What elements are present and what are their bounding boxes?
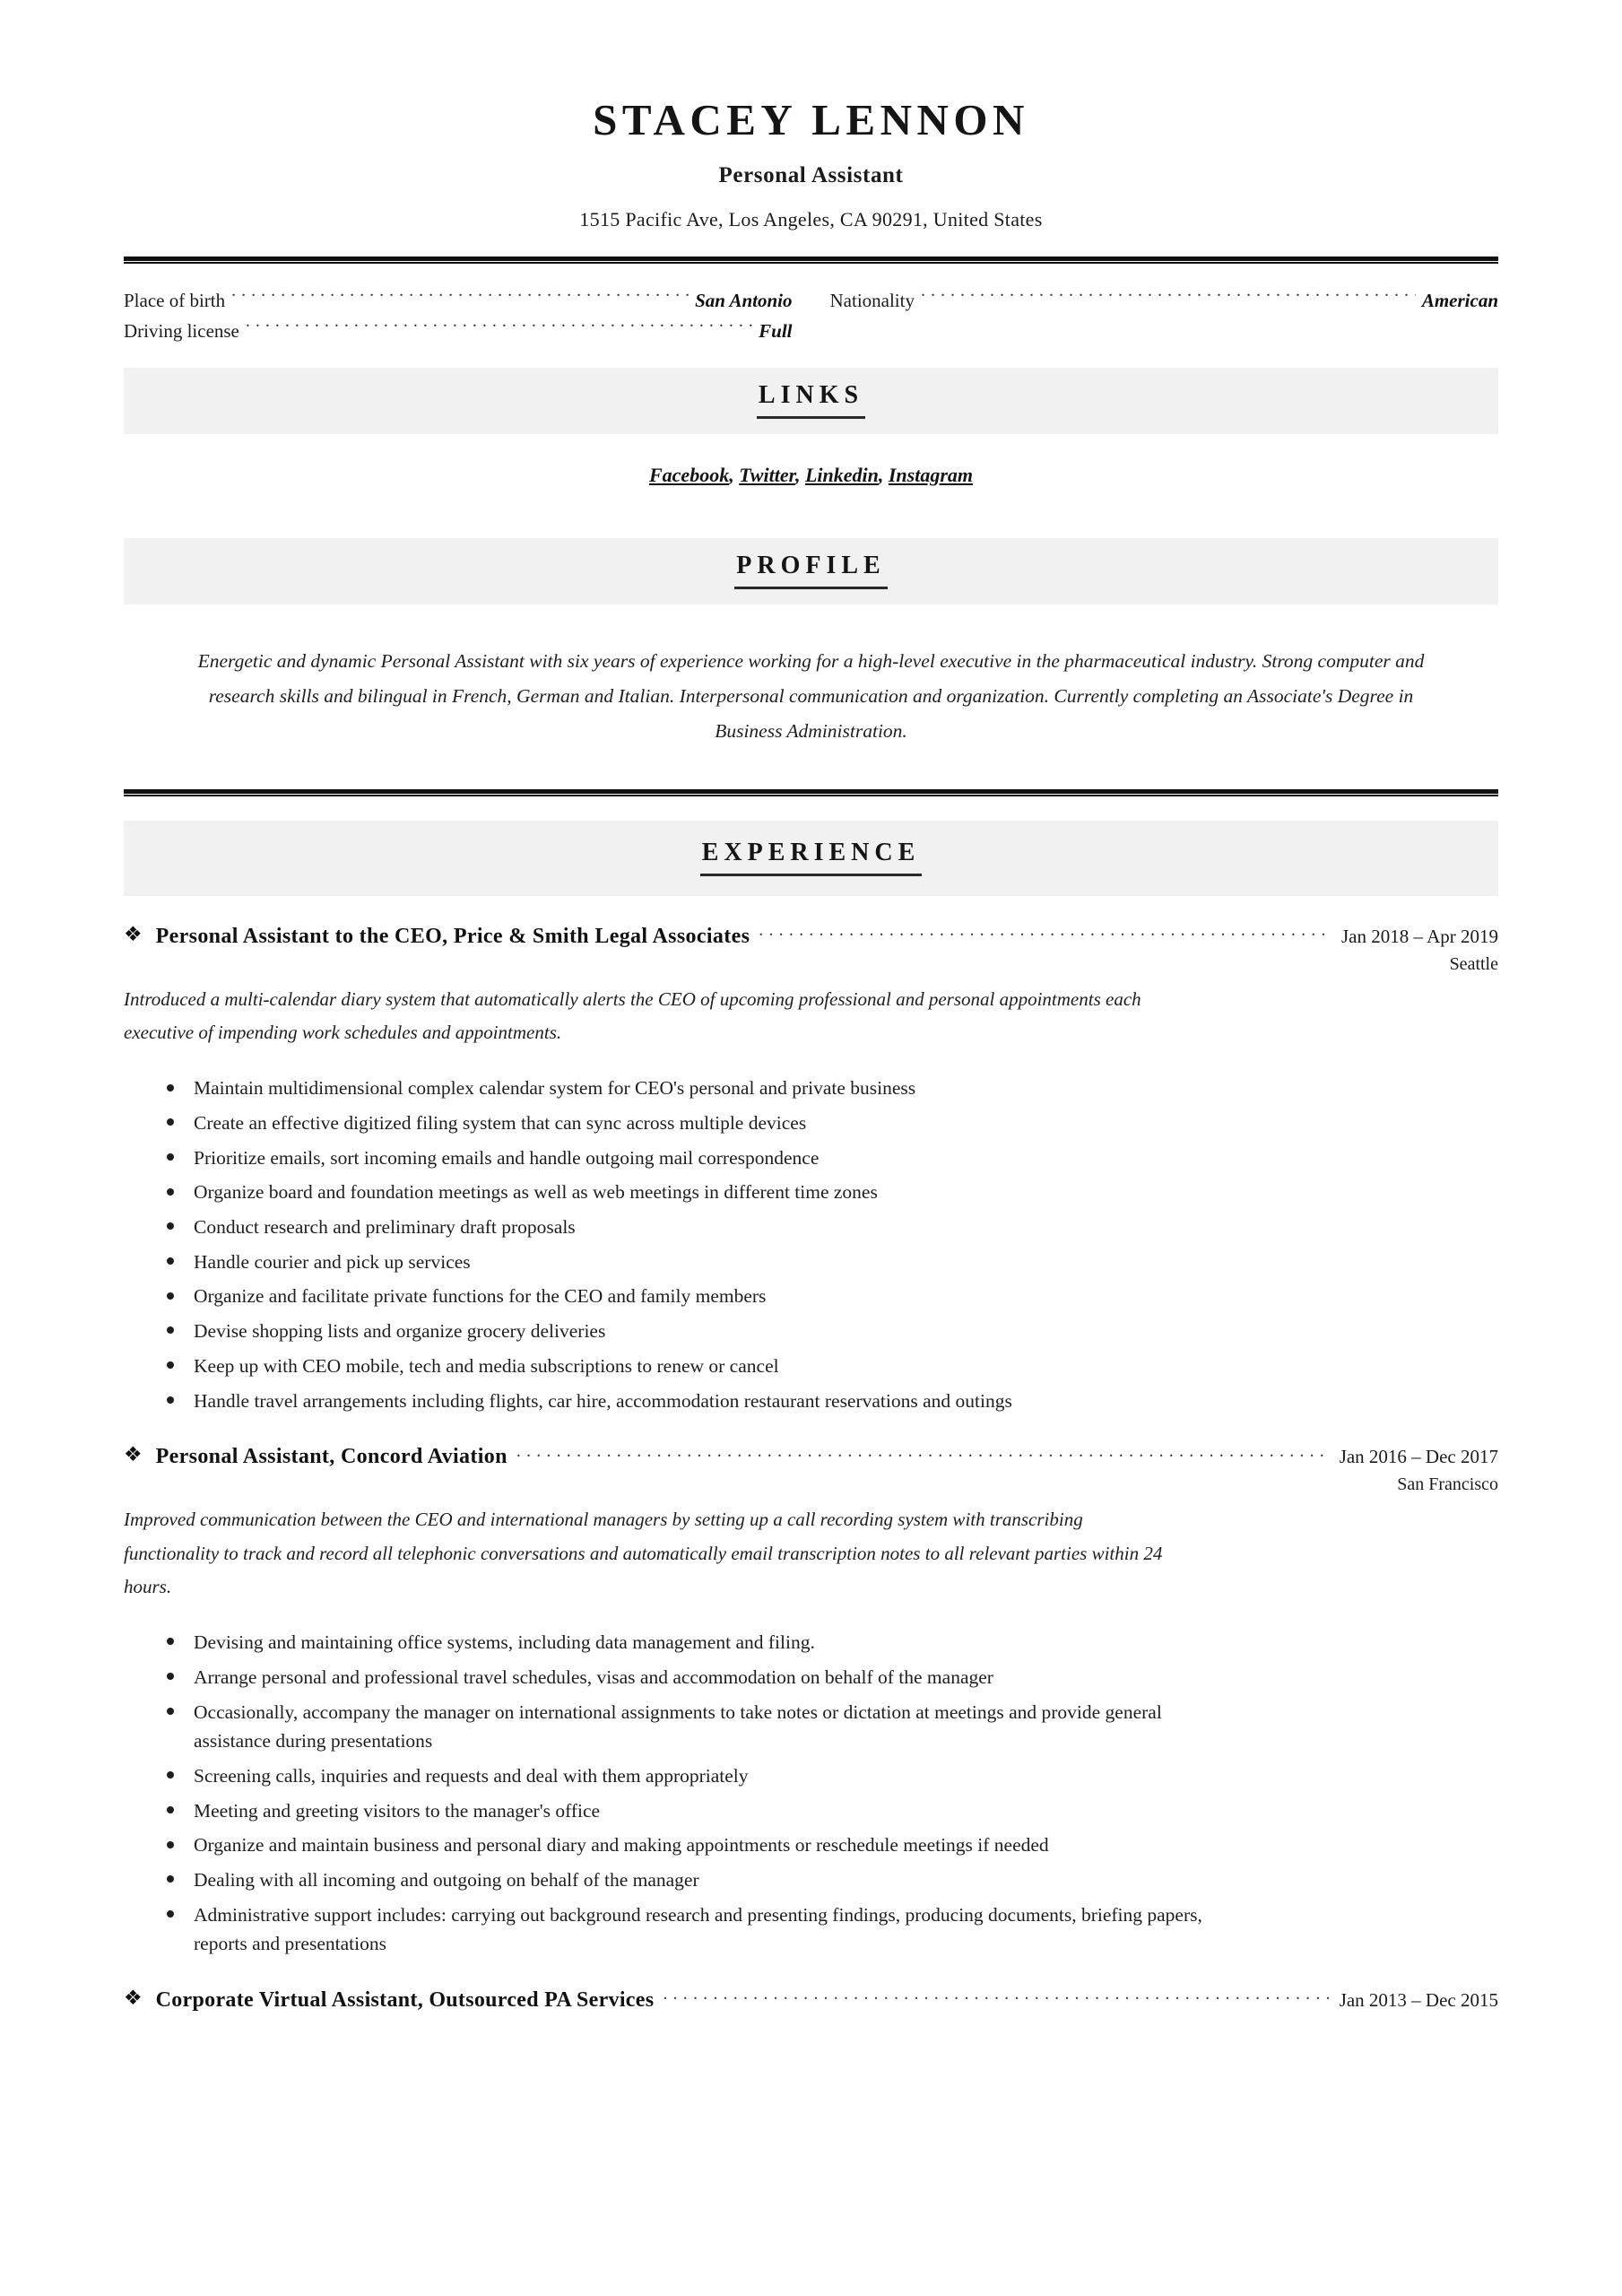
experience-item-title: Personal Assistant to the CEO, Price & Smith Legal Associates	[155, 924, 750, 948]
dot-leader	[231, 288, 689, 307]
experience-item-bullets	[124, 1628, 1498, 1959]
link-twitter[interactable]: Twitter	[739, 463, 795, 486]
section-header-links	[124, 368, 1498, 434]
floral-diamond-bullet-icon: ❖	[124, 922, 143, 945]
list-item: Devising and maintaining office systems, including data management and filing.	[160, 1628, 1162, 1657]
list-item: Handle courier and pick up services	[160, 1248, 1162, 1277]
experience-item	[124, 1988, 1498, 2013]
detail-value: American	[1421, 289, 1498, 311]
floral-diamond-bullet-icon: ❖	[124, 1443, 143, 1466]
dot-leader	[663, 1992, 1330, 2006]
experience-item-header	[124, 1988, 1498, 2013]
section-title: EXPERIENCE	[700, 839, 923, 876]
floral-diamond-bullet-icon: ❖	[124, 1987, 143, 2010]
detail-place-of-birth	[124, 285, 793, 316]
list-item: Organize and facilitate private functions for the CEO and family members	[160, 1282, 1162, 1311]
experience-item-location: San Francisco	[1397, 1474, 1498, 1495]
header-divider	[124, 257, 1498, 264]
section-title: PROFILE	[734, 552, 887, 589]
experience-list	[124, 896, 1498, 2013]
experience-item	[124, 922, 1498, 1415]
list-item: Meeting and greeting visitors to the manager's office	[160, 1796, 1162, 1826]
link-separator: ,	[794, 463, 805, 486]
experience-item-header	[124, 922, 1498, 949]
link-instagram[interactable]: Instagram	[888, 463, 973, 486]
experience-item-location: Seattle	[1449, 953, 1498, 974]
experience-item-summary: Improved communication between the CEO and international managers by setting up a call recording system with transcribing functionality to track and record all telephonic conversations and automatically email transcription notes to all relevant parties within 24 hours.	[124, 1509, 1163, 1597]
list-item: Create an effective digitized filing system that can sync across multiple devices	[160, 1109, 1162, 1138]
profile-text: Energetic and dynamic Personal Assistant with six years of experience working for a high-level executive in the pharmaceutical industry. Strong computer and research skills and bilingual in French, German and Italian. Interpersonal communication and organization. Currently completing an Associate's Degree in Business Administration.	[197, 649, 1425, 742]
experience-item-dates: Jan 2016 – Dec 2017	[1339, 1446, 1498, 1468]
link-separator: ,	[729, 463, 740, 486]
experience-item-bullets	[124, 1074, 1498, 1415]
header-address: 1515 Pacific Ave, Los Angeles, CA 90291, United States	[579, 207, 1043, 230]
experience-item-summary: Introduced a multi-calendar diary system that automatically alerts the CEO of upcoming professional and personal appointments each executive of impending work schedules and appointments.	[124, 987, 1141, 1044]
section-header-profile	[124, 538, 1498, 604]
experience-item-title: Corporate Virtual Assistant, Outsourced PA Services	[155, 1988, 655, 2013]
dot-leader	[246, 318, 752, 337]
experience-item-dates: Jan 2018 – Apr 2019	[1341, 925, 1498, 947]
list-item: Occasionally, accompany the manager on international assignments to take notes or dictation at meetings and provide general assistance during presentations	[160, 1698, 1207, 1756]
detail-value: Full	[759, 319, 793, 342]
link-separator: ,	[878, 463, 889, 486]
section-title: LINKS	[757, 382, 865, 419]
experience-item	[124, 1445, 1498, 1959]
list-item: Dealing with all incoming and outgoing on behalf of the manager	[160, 1866, 1162, 1895]
personal-details	[124, 285, 1498, 346]
experience-divider	[124, 789, 1498, 796]
dot-leader	[921, 288, 1416, 307]
dot-leader	[516, 1448, 1331, 1463]
detail-label: Nationality	[829, 289, 915, 311]
header-job-title: Personal Assistant	[718, 162, 904, 187]
list-item: Organize and maintain business and personal diary and making appointments or reschedule meetings if needed	[160, 1831, 1207, 1860]
list-item: Arrange personal and professional travel schedules, visas and accommodation on behalf of the manager	[160, 1663, 1207, 1692]
list-item: Screening calls, inquiries and requests and deal with them appropriately	[160, 1761, 1162, 1791]
experience-item-header	[124, 1445, 1498, 1469]
experience-item-title: Personal Assistant, Concord Aviation	[155, 1445, 507, 1469]
links-list	[124, 434, 1498, 517]
section-header-experience	[124, 821, 1498, 896]
link-linkedin[interactable]: Linkedin	[804, 463, 879, 486]
resume-header	[124, 0, 1498, 231]
list-item: Conduct research and preliminary draft proposals	[160, 1213, 1162, 1242]
list-item: Administrative support includes: carrying out background research and presenting findings, producing documents, briefing papers, reports and presentations	[160, 1900, 1207, 1959]
link-facebook[interactable]: Facebook	[648, 463, 730, 486]
list-item: Keep up with CEO mobile, tech and media subscriptions to renew or cancel	[160, 1352, 1162, 1381]
list-item: Prioritize emails, sort incoming emails and handle outgoing mail correspondence	[160, 1144, 1162, 1173]
experience-item-dates: Jan 2013 – Dec 2015	[1339, 1989, 1498, 2012]
dot-leader	[759, 928, 1332, 943]
list-item: Handle travel arrangements including flights, car hire, accommodation restaurant reservations and outings	[160, 1387, 1207, 1416]
detail-label: Driving license	[124, 319, 239, 342]
detail-value: San Antonio	[695, 289, 793, 311]
list-item: Organize board and foundation meetings as well as web meetings in different time zones	[160, 1178, 1162, 1207]
list-item: Maintain multidimensional complex calendar system for CEO's personal and private business	[160, 1074, 1162, 1103]
detail-label: Place of birth	[124, 289, 226, 311]
detail-nationality	[830, 285, 1499, 316]
detail-driving-license	[124, 316, 793, 346]
page-title: STACEY LENNON	[593, 95, 1029, 144]
list-item: Devise shopping lists and organize grocery deliveries	[160, 1317, 1162, 1346]
